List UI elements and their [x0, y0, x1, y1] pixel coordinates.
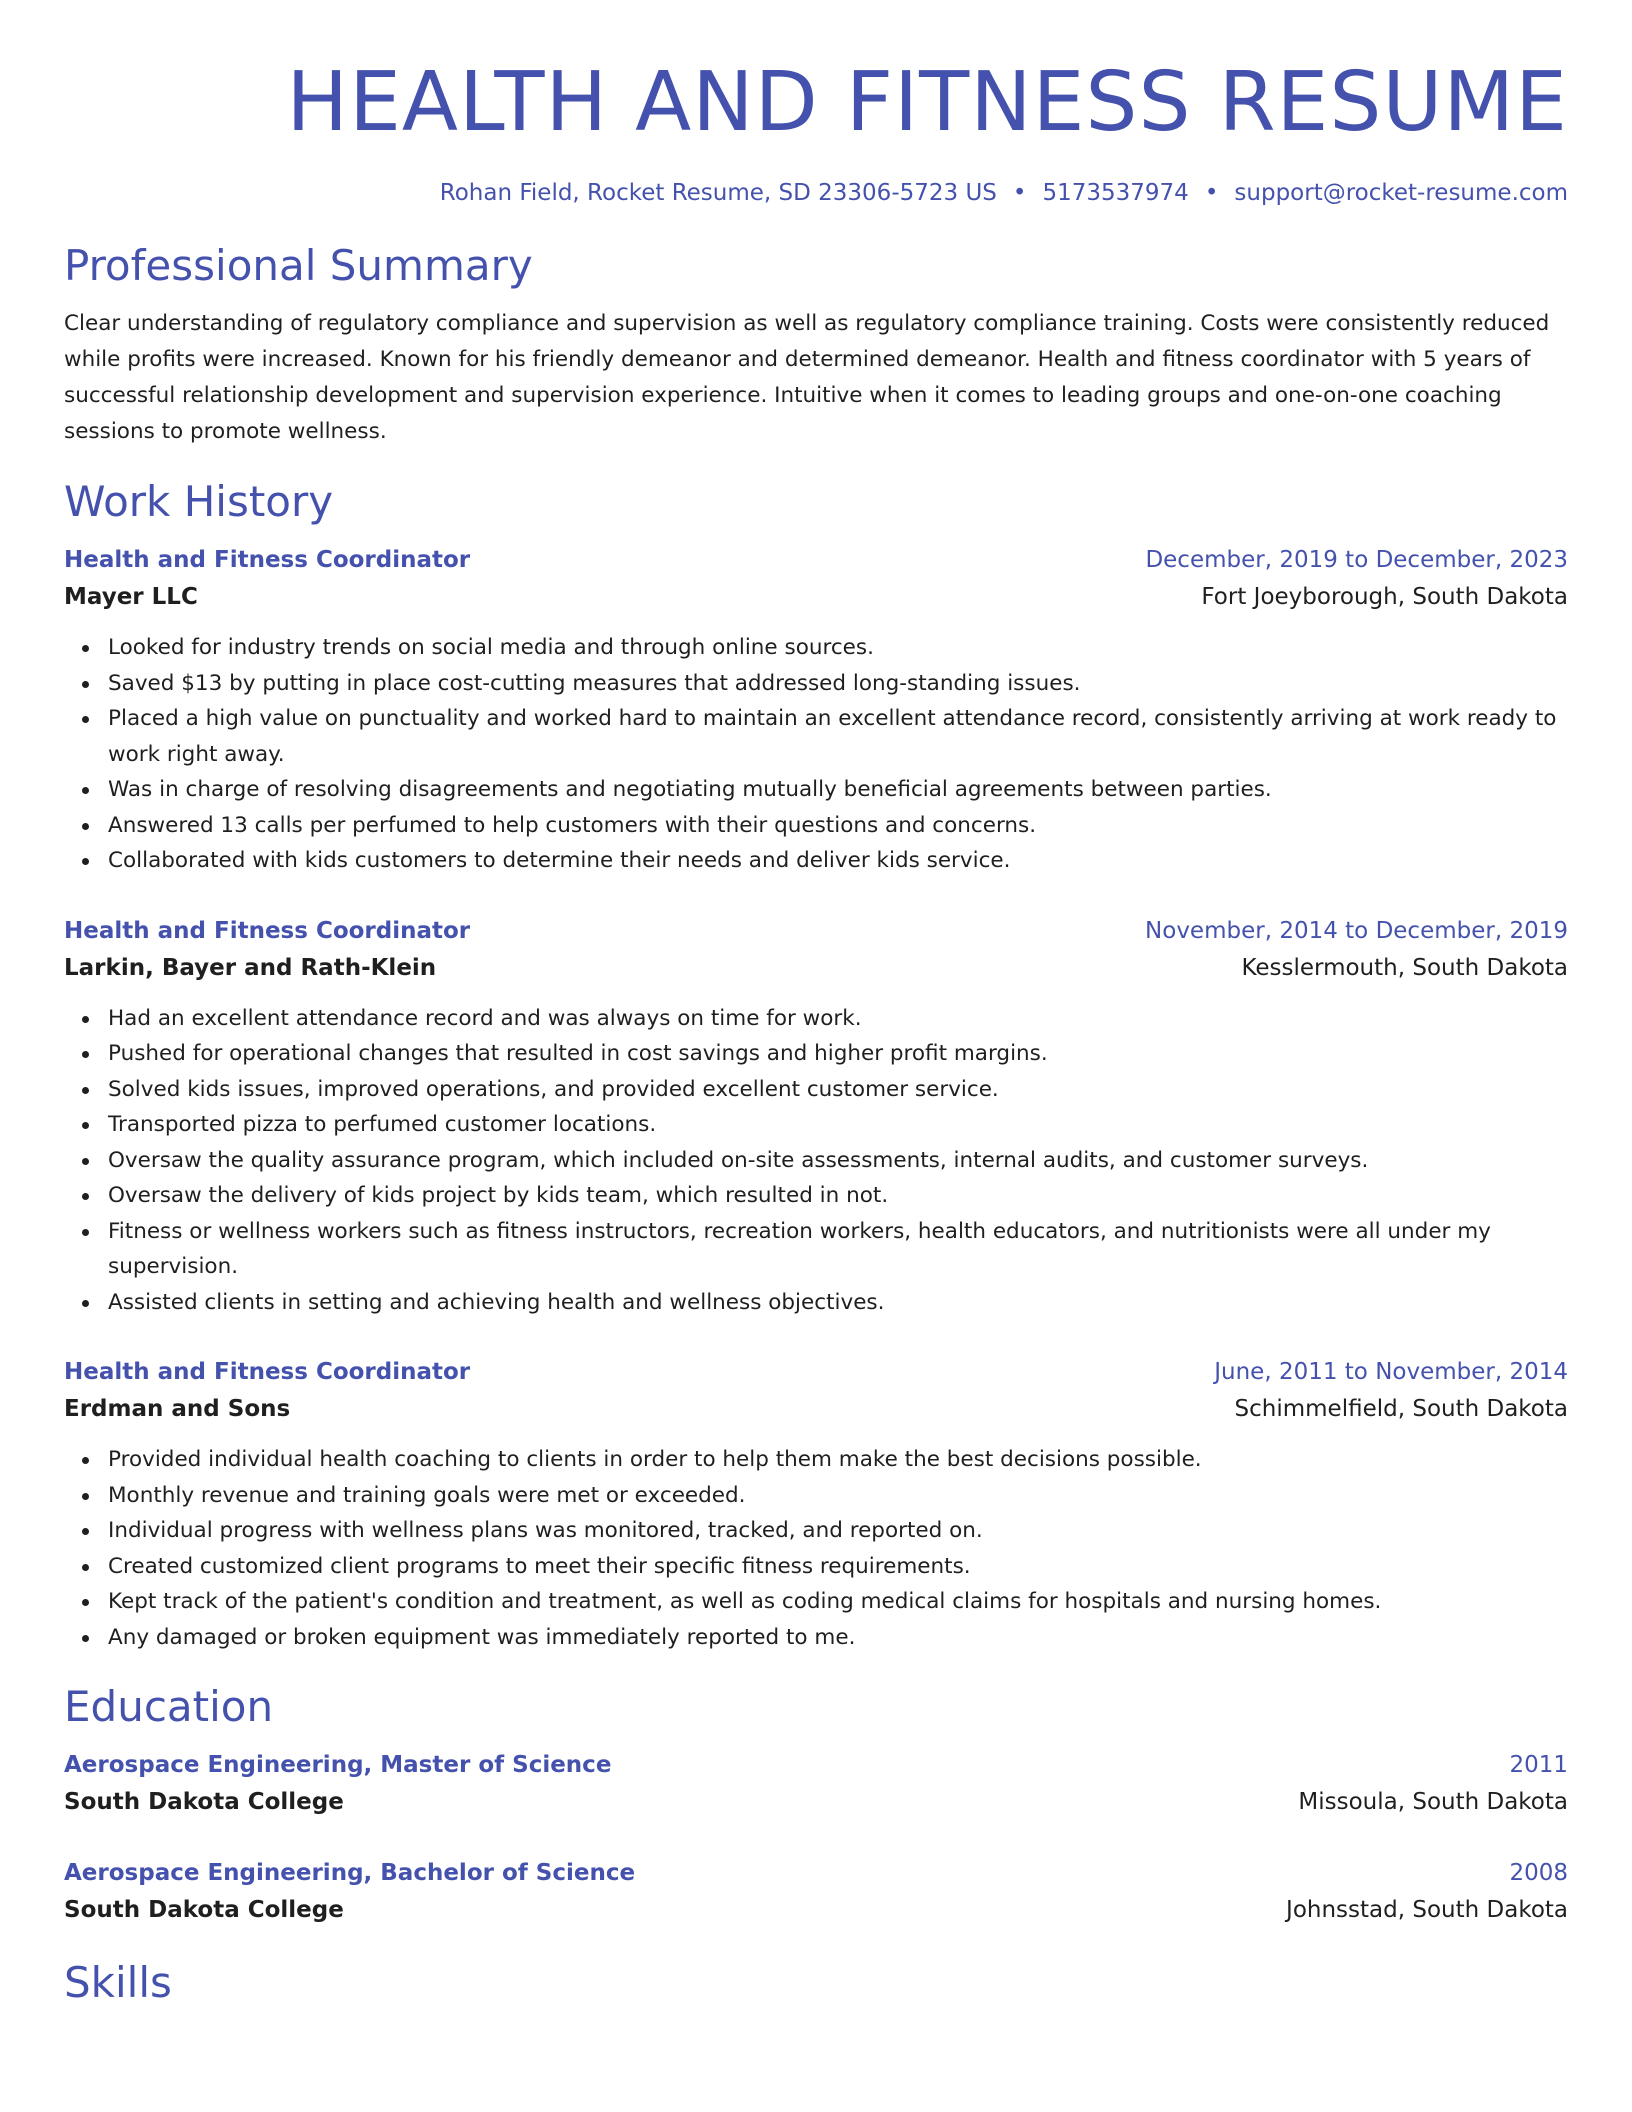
job-bullets: [64, 1001, 1568, 1321]
list-item: Was in charge of resolving disagreements and negotiating mutually beneficial agreements between parties.: [64, 772, 1568, 808]
list-item: Solved kids issues, improved operations, and provided excellent customer service.: [64, 1072, 1568, 1108]
summary-heading: Professional Summary: [64, 241, 533, 290]
skills-section: [64, 1959, 1568, 2007]
list-item: Fitness or wellness workers such as fitness instructors, recreation workers, health educators, and nutritionists were all under my supervision.: [64, 1214, 1568, 1285]
contact-separator: •: [1012, 180, 1027, 206]
list-item: Saved $13 by putting in place cost-cutting measures that addressed long-standing issues.: [64, 666, 1568, 702]
degree-title: Aerospace Engineering, Bachelor of Science: [64, 1860, 636, 1886]
degree-year: 2008: [1509, 1860, 1568, 1886]
contact-address: Rohan Field, Rocket Resume, SD 23306-5723 US: [439, 180, 997, 206]
list-item: Looked for industry trends on social media and through online sources.: [64, 630, 1568, 666]
job-location: Kesslermouth, South Dakota: [1241, 954, 1568, 981]
job-bullets: [64, 630, 1568, 879]
job-entry: [64, 1354, 1568, 1655]
degree-year: 2011: [1509, 1752, 1568, 1778]
list-item: Oversaw the delivery of kids project by kids team, which resulted in not.: [64, 1178, 1568, 1214]
list-item: Created customized client programs to meet their specific fitness requirements.: [64, 1549, 1568, 1585]
list-item: Collaborated with kids customers to determine their needs and deliver kids service.: [64, 843, 1568, 879]
skills-heading: Skills: [64, 1958, 172, 2007]
education-section: [64, 1683, 1568, 1929]
school-name: South Dakota College: [64, 1897, 344, 1923]
contact-line: [64, 176, 1568, 210]
job-company: Mayer LLC: [64, 584, 198, 610]
job-dates: December, 2019 to December, 2023: [1145, 547, 1568, 573]
list-item: Placed a high value on punctuality and worked hard to maintain an excellent attendance record, consistently arriving at work ready to work right away.: [64, 701, 1568, 772]
job-location: Fort Joeyborough, South Dakota: [1201, 584, 1568, 610]
list-item: Oversaw the quality assurance program, which included on-site assessments, internal audits, and customer surveys.: [64, 1143, 1568, 1179]
list-item: Assisted clients in setting and achieving health and wellness objectives.: [64, 1285, 1568, 1321]
education-heading: Education: [64, 1682, 274, 1731]
contact-separator: •: [1204, 180, 1219, 206]
degree-title: Aerospace Engineering, Master of Science: [64, 1752, 612, 1778]
list-item: Pushed for operational changes that resulted in cost savings and higher profit margins.: [64, 1036, 1568, 1072]
list-item: Transported pizza to perfumed customer locations.: [64, 1107, 1568, 1143]
contact-email: support@rocket-resume.com: [1234, 180, 1568, 206]
work-history-section: [64, 478, 1568, 1655]
job-dates: June, 2011 to November, 2014: [1214, 1359, 1568, 1385]
resume-title: HEALTH AND FITNESS RESUME: [286, 55, 1568, 150]
work-history-heading: Work History: [64, 477, 334, 526]
job-entry: [64, 542, 1568, 879]
job-dates: November, 2014 to December, 2019: [1145, 917, 1568, 944]
list-item: Any damaged or broken equipment was immediately reported to me.: [64, 1620, 1568, 1656]
job-location: Schimmelfield, South Dakota: [1234, 1396, 1568, 1422]
summary-text: Clear understanding of regulatory compliance and supervision as well as regulatory compliance training. Costs were consistently reduced while profits were increased. Known for his friendly demeanor and determined demeanor. Health and fitness coordinator with 5 years of successful relationship development and supervision experience. Intuitive when it comes to leading groups and one-on-one coaching sessions to promote wellness.: [64, 311, 1550, 444]
job-company: Larkin, Bayer and Rath-Klein: [64, 954, 437, 981]
school-name: South Dakota College: [64, 1789, 344, 1815]
job-entry: [64, 913, 1568, 1321]
school-location: Johnsstad, South Dakota: [1286, 1897, 1568, 1923]
job-title: Health and Fitness Coordinator: [64, 1359, 471, 1385]
education-entry: [64, 1855, 1568, 1929]
job-title: Health and Fitness Coordinator: [64, 917, 471, 944]
job-title: Health and Fitness Coordinator: [64, 547, 471, 573]
list-item: Had an excellent attendance record and was always on time for work.: [64, 1001, 1568, 1037]
job-company: Erdman and Sons: [64, 1396, 291, 1422]
list-item: Provided individual health coaching to clients in order to help them make the best decisions possible.: [64, 1442, 1568, 1478]
list-item: Monthly revenue and training goals were met or exceeded.: [64, 1478, 1568, 1514]
school-location: Missoula, South Dakota: [1298, 1789, 1568, 1815]
job-bullets: [64, 1442, 1568, 1655]
list-item: Answered 13 calls per perfumed to help customers with their questions and concerns.: [64, 808, 1568, 844]
list-item: Kept track of the patient's condition and treatment, as well as coding medical claims for hospitals and nursing homes.: [64, 1584, 1568, 1620]
summary-section: [64, 242, 1568, 450]
list-item: Individual progress with wellness plans was monitored, tracked, and reported on.: [64, 1513, 1568, 1549]
contact-phone: 5173537974: [1042, 180, 1189, 206]
education-entry: [64, 1747, 1568, 1821]
